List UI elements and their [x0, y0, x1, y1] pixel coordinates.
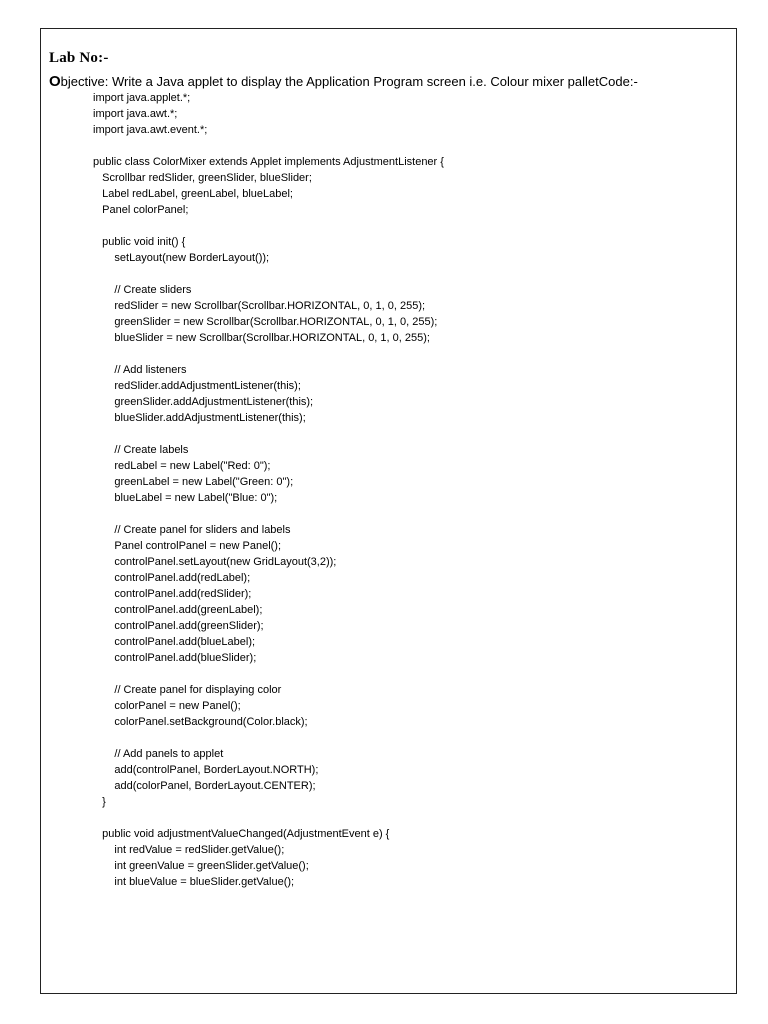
- code-line: controlPanel.add(blueSlider);: [93, 652, 257, 664]
- code-line: redSlider.addAdjustmentListener(this);: [93, 380, 301, 392]
- objective-initial: O: [49, 73, 61, 90]
- code-line: controlPanel.setLayout(new GridLayout(3,2));: [93, 556, 337, 568]
- code-line: greenSlider = new Scrollbar(Scrollbar.HORIZONTAL, 0, 1, 0, 255);: [93, 316, 438, 328]
- code-line: public void adjustmentValueChanged(AdjustmentEvent e) {: [93, 828, 390, 840]
- code-line: controlPanel.add(redLabel);: [93, 572, 251, 584]
- code-line: Scrollbar redSlider, greenSlider, blueSlider;: [93, 172, 312, 184]
- code-line: controlPanel.add(redSlider);: [93, 588, 252, 600]
- code-line: // Create labels: [93, 444, 189, 456]
- code-line: // Create sliders: [93, 284, 192, 296]
- code-line: [93, 506, 444, 522]
- code-line: // Add panels to applet: [93, 748, 224, 760]
- objective-line: [49, 73, 638, 90]
- code-line: [93, 426, 444, 442]
- code-line: greenLabel = new Label("Green: 0");: [93, 476, 294, 488]
- code-line: [93, 730, 444, 746]
- code-line: int blueValue = blueSlider.getValue();: [93, 876, 295, 888]
- code-line: import java.applet.*;: [93, 92, 191, 104]
- code-line: // Create panel for sliders and labels: [93, 524, 291, 536]
- code-line: import java.awt.event.*;: [93, 124, 208, 136]
- code-line: // Create panel for displaying color: [93, 684, 282, 696]
- code-line: public void init() {: [93, 236, 186, 248]
- lab-number-heading: Lab No:-: [49, 50, 109, 66]
- code-line: public class ColorMixer extends Applet implements AdjustmentListener {: [93, 156, 444, 168]
- code-line: redSlider = new Scrollbar(Scrollbar.HORIZONTAL, 0, 1, 0, 255);: [93, 300, 426, 312]
- objective-text: bjective: Write a Java applet to display the Application Program screen i.e. Colour mixer palletCode:-: [60, 74, 638, 89]
- code-line: colorPanel.setBackground(Color.black);: [93, 716, 308, 728]
- code-line: [93, 666, 444, 682]
- code-line: setLayout(new BorderLayout());: [93, 252, 270, 264]
- code-line: blueSlider = new Scrollbar(Scrollbar.HORIZONTAL, 0, 1, 0, 255);: [93, 332, 430, 344]
- code-line: colorPanel = new Panel();: [93, 700, 241, 712]
- code-line: [93, 810, 444, 826]
- code-line: int redValue = redSlider.getValue();: [93, 844, 285, 856]
- code-line: controlPanel.add(blueLabel);: [93, 636, 256, 648]
- code-line: greenSlider.addAdjustmentListener(this);: [93, 396, 314, 408]
- code-line: [93, 266, 444, 282]
- code-line: redLabel = new Label("Red: 0");: [93, 460, 271, 472]
- code-line: int greenValue = greenSlider.getValue();: [93, 860, 309, 872]
- code-listing: [93, 90, 444, 890]
- code-line: Label redLabel, greenLabel, blueLabel;: [93, 188, 293, 200]
- code-line: controlPanel.add(greenSlider);: [93, 620, 264, 632]
- code-line: add(controlPanel, BorderLayout.NORTH);: [93, 764, 319, 776]
- code-line: }: [93, 796, 106, 808]
- code-line: blueLabel = new Label("Blue: 0");: [93, 492, 278, 504]
- code-line: import java.awt.*;: [93, 108, 178, 120]
- code-line: [93, 138, 444, 154]
- code-line: // Add listeners: [93, 364, 187, 376]
- code-line: [93, 218, 444, 234]
- code-line: Panel controlPanel = new Panel();: [93, 540, 282, 552]
- code-line: add(colorPanel, BorderLayout.CENTER);: [93, 780, 316, 792]
- code-line: controlPanel.add(greenLabel);: [93, 604, 263, 616]
- code-line: Panel colorPanel;: [93, 204, 189, 216]
- code-line: [93, 346, 444, 362]
- code-line: blueSlider.addAdjustmentListener(this);: [93, 412, 306, 424]
